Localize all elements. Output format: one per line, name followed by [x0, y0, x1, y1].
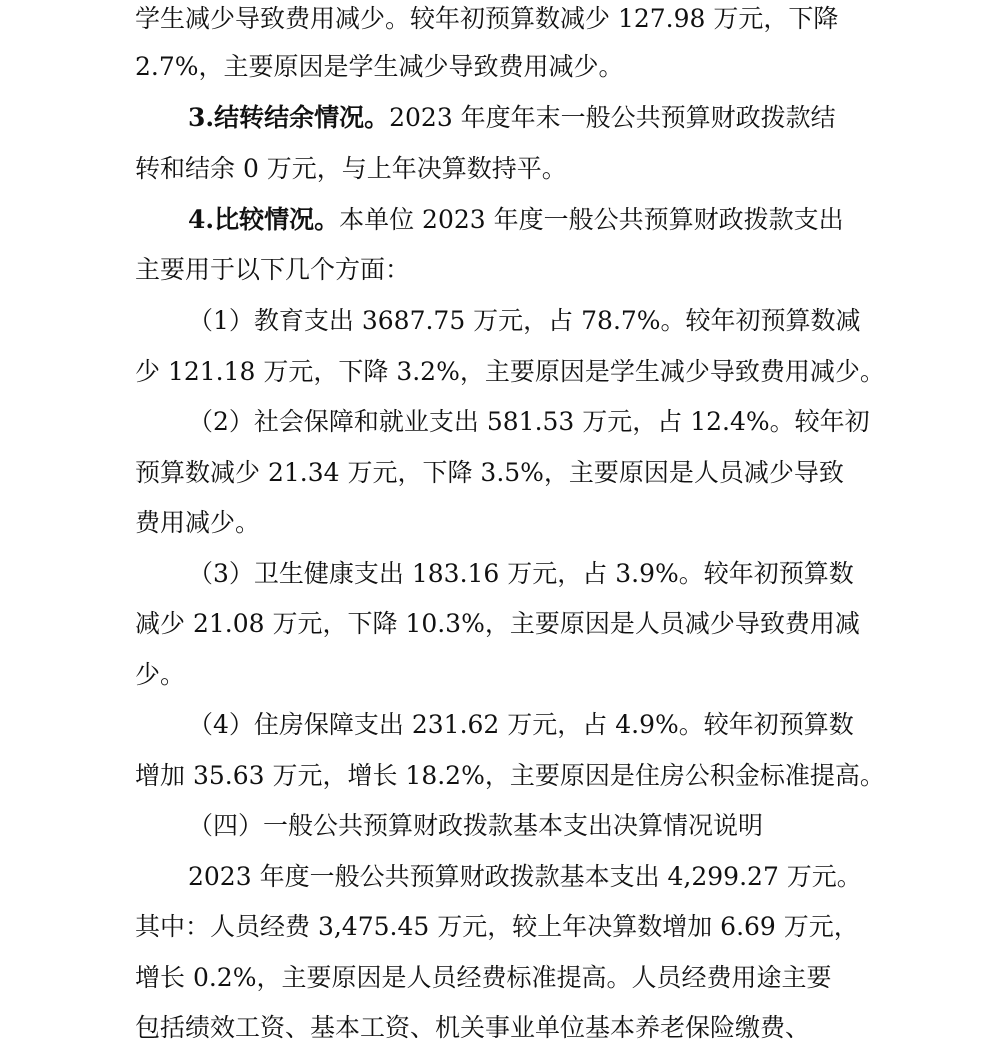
paragraph-line: 费用减少。 — [135, 508, 261, 537]
paragraph-line: 少 121.18 万元，下降 3.2%，主要原因是学生减少导致费用减少。 — [135, 357, 885, 386]
section-heading: 3.结转结余情况。 — [188, 103, 390, 132]
paragraph-line: 减少 21.08 万元，下降 10.3%，主要原因是人员减少导致费用减 — [135, 609, 860, 638]
paragraph-line: 主要用于以下几个方面： — [135, 255, 411, 284]
paragraph-line: 转和结余 0 万元，与上年决算数持平。 — [135, 154, 567, 183]
paragraph-line: 少。 — [135, 660, 186, 689]
paragraph-line: （3）卫生健康支出 183.16 万元，占 3.9%。较年初预算数 — [188, 559, 854, 588]
section-heading: 4.比较情况。 — [188, 205, 340, 234]
paragraph-line: 增长 0.2%，主要原因是人员经费标准提高。人员经费用途主要 — [135, 963, 832, 992]
paragraph-line: 包括绩效工资、基本工资、机关事业单位基本养老保险缴费、 — [135, 1013, 811, 1042]
paragraph-line: 增加 35.63 万元，增长 18.2%，主要原因是住房公积金标准提高。 — [135, 761, 885, 790]
paragraph-text: 2023 年度年末一般公共预算财政拨款结 — [389, 103, 836, 132]
paragraph-line: （2）社会保障和就业支出 581.53 万元，占 12.4%。较年初 — [188, 407, 870, 436]
paragraph-line: 2.7%，主要原因是学生减少导致费用减少。 — [135, 52, 624, 81]
paragraph-line: 学生减少导致费用减少。较年初预算数减少 127.98 万元，下降 — [135, 4, 839, 33]
section-heading-line — [188, 101, 836, 135]
section-heading-line — [188, 203, 844, 237]
paragraph-line: 其中：人员经费 3,475.45 万元，较上年决算数增加 6.69 万元， — [135, 912, 859, 941]
subsection-title: （四）一般公共预算财政拨款基本支出决算情况说明 — [188, 811, 764, 840]
paragraph-line: 预算数减少 21.34 万元，下降 3.5%，主要原因是人员减少导致 — [135, 458, 844, 487]
paragraph-line: （4）住房保障支出 231.62 万元，占 4.9%。较年初预算数 — [188, 710, 854, 739]
paragraph-line: 2023 年度一般公共预算财政拨款基本支出 4,299.27 万元。 — [188, 862, 862, 891]
paragraph-line: （1）教育支出 3687.75 万元，占 78.7%。较年初预算数减 — [188, 306, 861, 335]
paragraph-text: 本单位 2023 年度一般公共预算财政拨款支出 — [339, 205, 844, 234]
